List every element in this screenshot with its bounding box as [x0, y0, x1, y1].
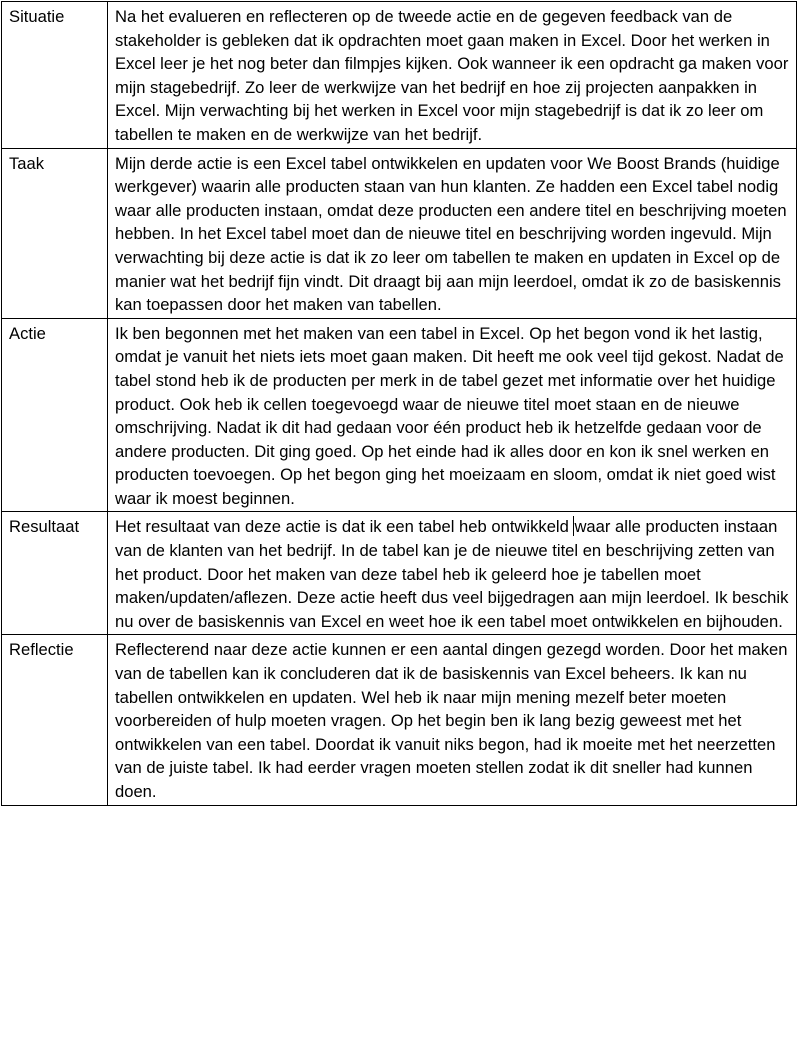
row-text-taak[interactable]: Mijn derde actie is een Excel tabel ontwikkelen en updaten voor We Boost Brands (huidige werkgever) waarin alle producten staan van hun klanten. Ze hadden een Excel tabel nodig waar alle producten instaan, omdat deze producten een andere titel en beschrijving moeten hebben. In het Excel tabel moet dan de nieuwe titel en beschrijving worden ingevuld. Mijn verwachting bij deze actie is dat ik zo leer om tabellen te maken en updaten in Excel op de manier wat het bedrijf fijn vindt. Dit draagt bij aan mijn leerdoel, omdat ik zo de basiskennis kan toepassen door het maken van tabellen.: [108, 148, 797, 318]
table-row-taak: [2, 148, 797, 318]
row-text-resultaat[interactable]: [108, 512, 797, 635]
row-text-actie[interactable]: Ik ben begonnen met het maken van een tabel in Excel. Op het begon vond ik het lastig, omdat je vanuit het niets iets moet gaan maken. Dit heeft me ook veel tijd gekost. Nadat de tabel stond heb ik de producten per merk in de tabel gezet met informatie over het huidige product. Ook heb ik cellen toegevoegd waar de nieuwe titel moet staan en de nieuwe omschrijving. Nadat ik dit had gedaan voor één product heb ik hetzelfde gedaan voor de andere producten. Dit ging goed. Op het einde had ik alles door en kon ik snel werken en producten toevoegen. Op het begon ging het moeizaam en sloom, omdat ik niet goed wist waar ik moest beginnen.: [108, 318, 797, 512]
row-text-reflectie[interactable]: Reflecterend naar deze actie kunnen er een aantal dingen gezegd worden. Door het maken van de tabellen kan ik concluderen dat ik de basiskennis van Excel beheers. Ik kan nu tabellen ontwikkelen en updaten. Wel heb ik naar mijn mening mezelf beter moeten voorbereiden of hulp moeten vragen. Op het begin ben ik lang bezig geweest met het ontwikkelen van een tabel. Doordat ik vanuit niks begon, had ik moeite met het neerzetten van de juiste tabel. Ik had eerder vragen moeten stellen zodat ik dit sneller had kunnen doen.: [108, 635, 797, 805]
table-row-actie: [2, 318, 797, 512]
table-row-resultaat: [2, 512, 797, 635]
table-row-situatie: [2, 2, 797, 149]
row-label-resultaat[interactable]: Resultaat: [2, 512, 108, 635]
table-row-reflectie: [2, 635, 797, 805]
row-label-situatie[interactable]: Situatie: [2, 2, 108, 149]
row-label-taak[interactable]: Taak: [2, 148, 108, 318]
row-text-situatie[interactable]: Na het evalueren en reflecteren op de tweede actie en de gegeven feedback van de stakeholder is gebleken dat ik opdrachten moet gaan maken in Excel. Door het werken in Excel leer je het nog beter dan filmpjes kijken. Ook wanneer ik een opdracht ga maken voor mijn stagebedrijf. Zo leer de werkwijze van het bedrijf en hoe zij projecten aanpakken in Excel. Mijn verwachting bij het werken in Excel voor mijn stagebedrijf is dat ik zo leer om tabellen te maken en de werkwijze van het bedrijf.: [108, 2, 797, 149]
row-label-actie[interactable]: Actie: [2, 318, 108, 512]
star-reflection-table: [1, 1, 797, 806]
resultaat-text-part-2: waar alle producten instaan van de klanten van het bedrijf. In de tabel kan je de nieuwe titel en beschrijving zetten van het product. Door het maken van deze tabel heb ik geleerd hoe je tabellen moet maken/updaten/aflezen. Deze actie heeft dus veel bijgedragen aan mijn leerdoel. Ik beschik nu over de basiskennis van Excel en weet hoe ik een tabel moet ontwikkelen en bijhouden.: [115, 517, 789, 631]
row-label-reflectie[interactable]: Reflectie: [2, 635, 108, 805]
resultaat-text-part-1: Het resultaat van deze actie is dat ik een tabel heb ontwikkeld: [115, 517, 574, 537]
